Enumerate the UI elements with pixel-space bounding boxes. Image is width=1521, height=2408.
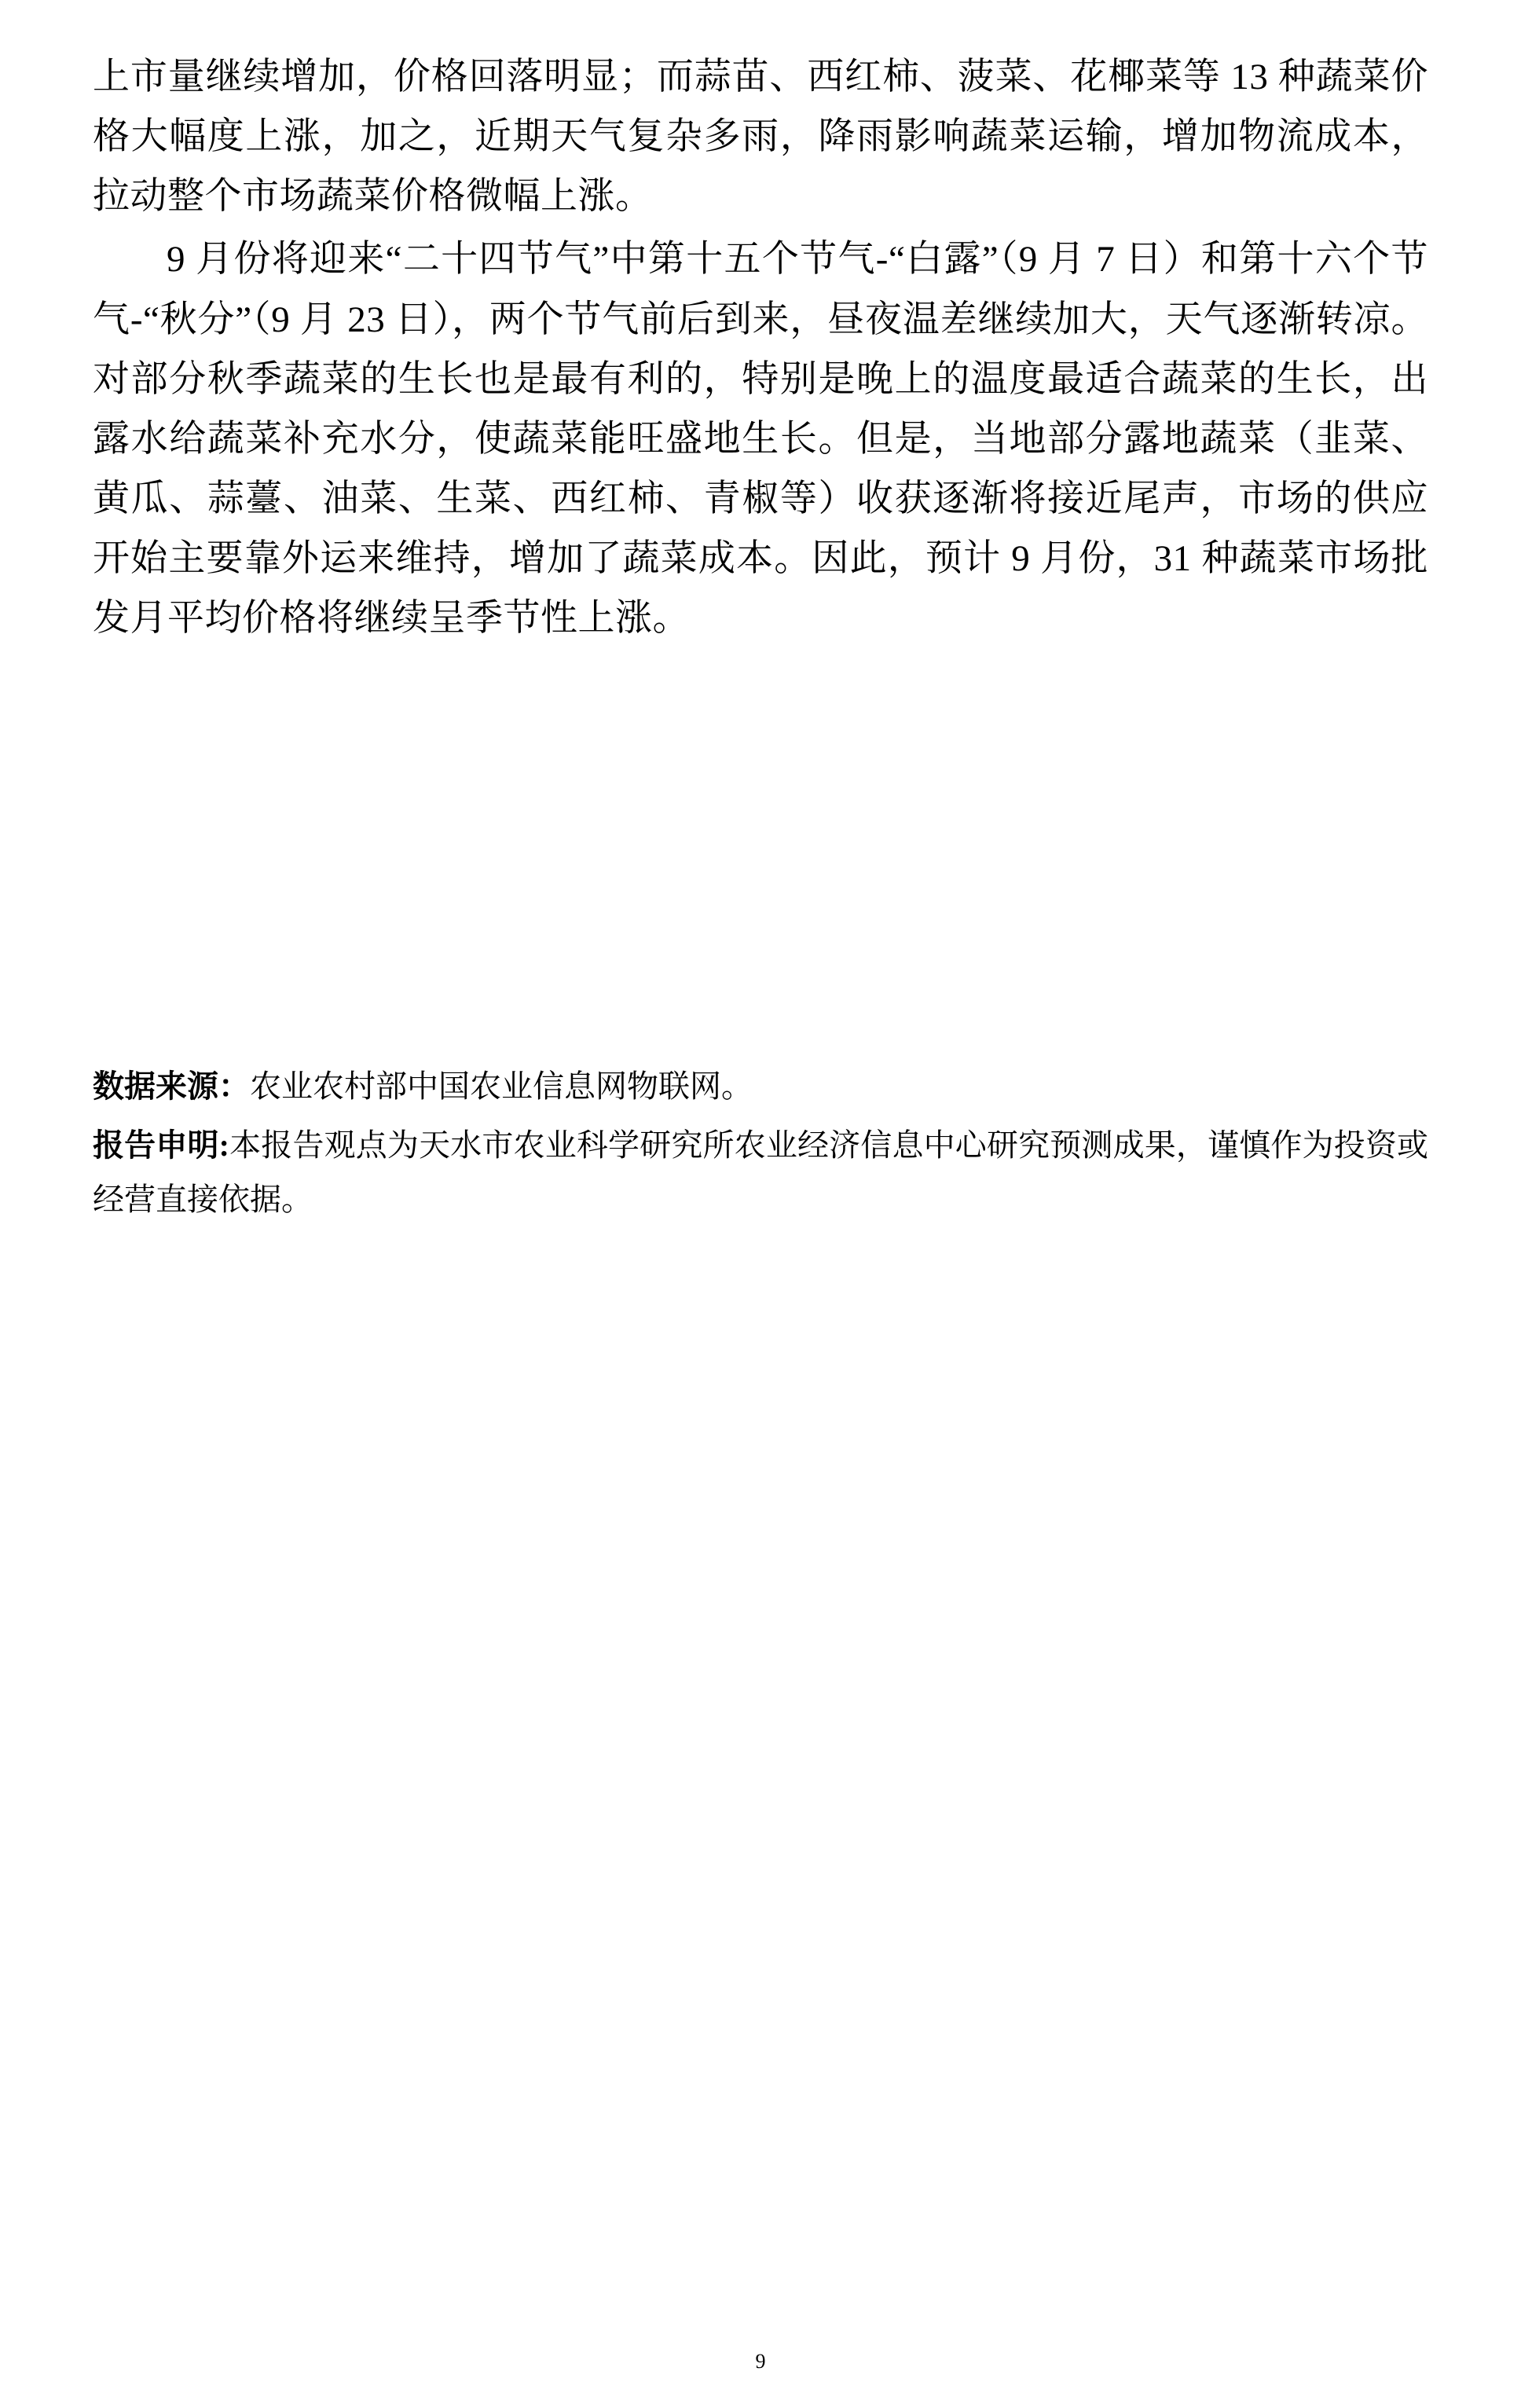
report-statement-text: 本报告观点为天水市农业科学研究所农业经济信息中心研究预测成果，谨慎作为投资或经营直接依据。: [93, 1127, 1429, 1217]
data-source-label: 数据来源：: [93, 1068, 250, 1105]
data-source-text: 农业农村部中国农业信息网物联网。: [250, 1068, 753, 1105]
report-statement-label: 报告申明:: [93, 1127, 229, 1164]
page-number: 9: [755, 2350, 766, 2373]
document-body: [93, 47, 1428, 648]
blank-space: [93, 651, 1428, 1060]
paragraph-1: 上市量继续增加，价格回落明显；而蒜苗、西红柿、菠菜、花椰菜等 13 种蔬菜价格大幅度上涨，加之，近期天气复杂多雨，降雨影响蔬菜运输，增加物流成本，拉动整个市场蔬菜价格微幅上涨。: [93, 57, 1428, 218]
data-source-line: [93, 1060, 1428, 1114]
paragraph-2: 9 月份将迎来“二十四节气”中第十五个节气-“白露”（9 月 7 日）和第十六个节气-“秋分”（9 月 23 日），两个节气前后到来，昼夜温差继续加大，天气逐渐转凉。对部分秋季蔬菜的生长也是最有利的，特别是晚上的温度最适合蔬菜的生长，出露水给蔬菜补充水分，使蔬菜能旺盛地生长。但是，当地部分露地蔬菜（韭菜、黄瓜、蒜薹、油菜、生菜、西红柿、青椒等）收获逐渐将接近尾声，市场的供应开始主要靠外运来维持，增加了蔬菜成本。因此，预计 9 月份，31 种蔬菜市场批发月平均价格将继续呈季节性上涨。: [93, 239, 1428, 640]
report-statement-line: [93, 1119, 1428, 1227]
